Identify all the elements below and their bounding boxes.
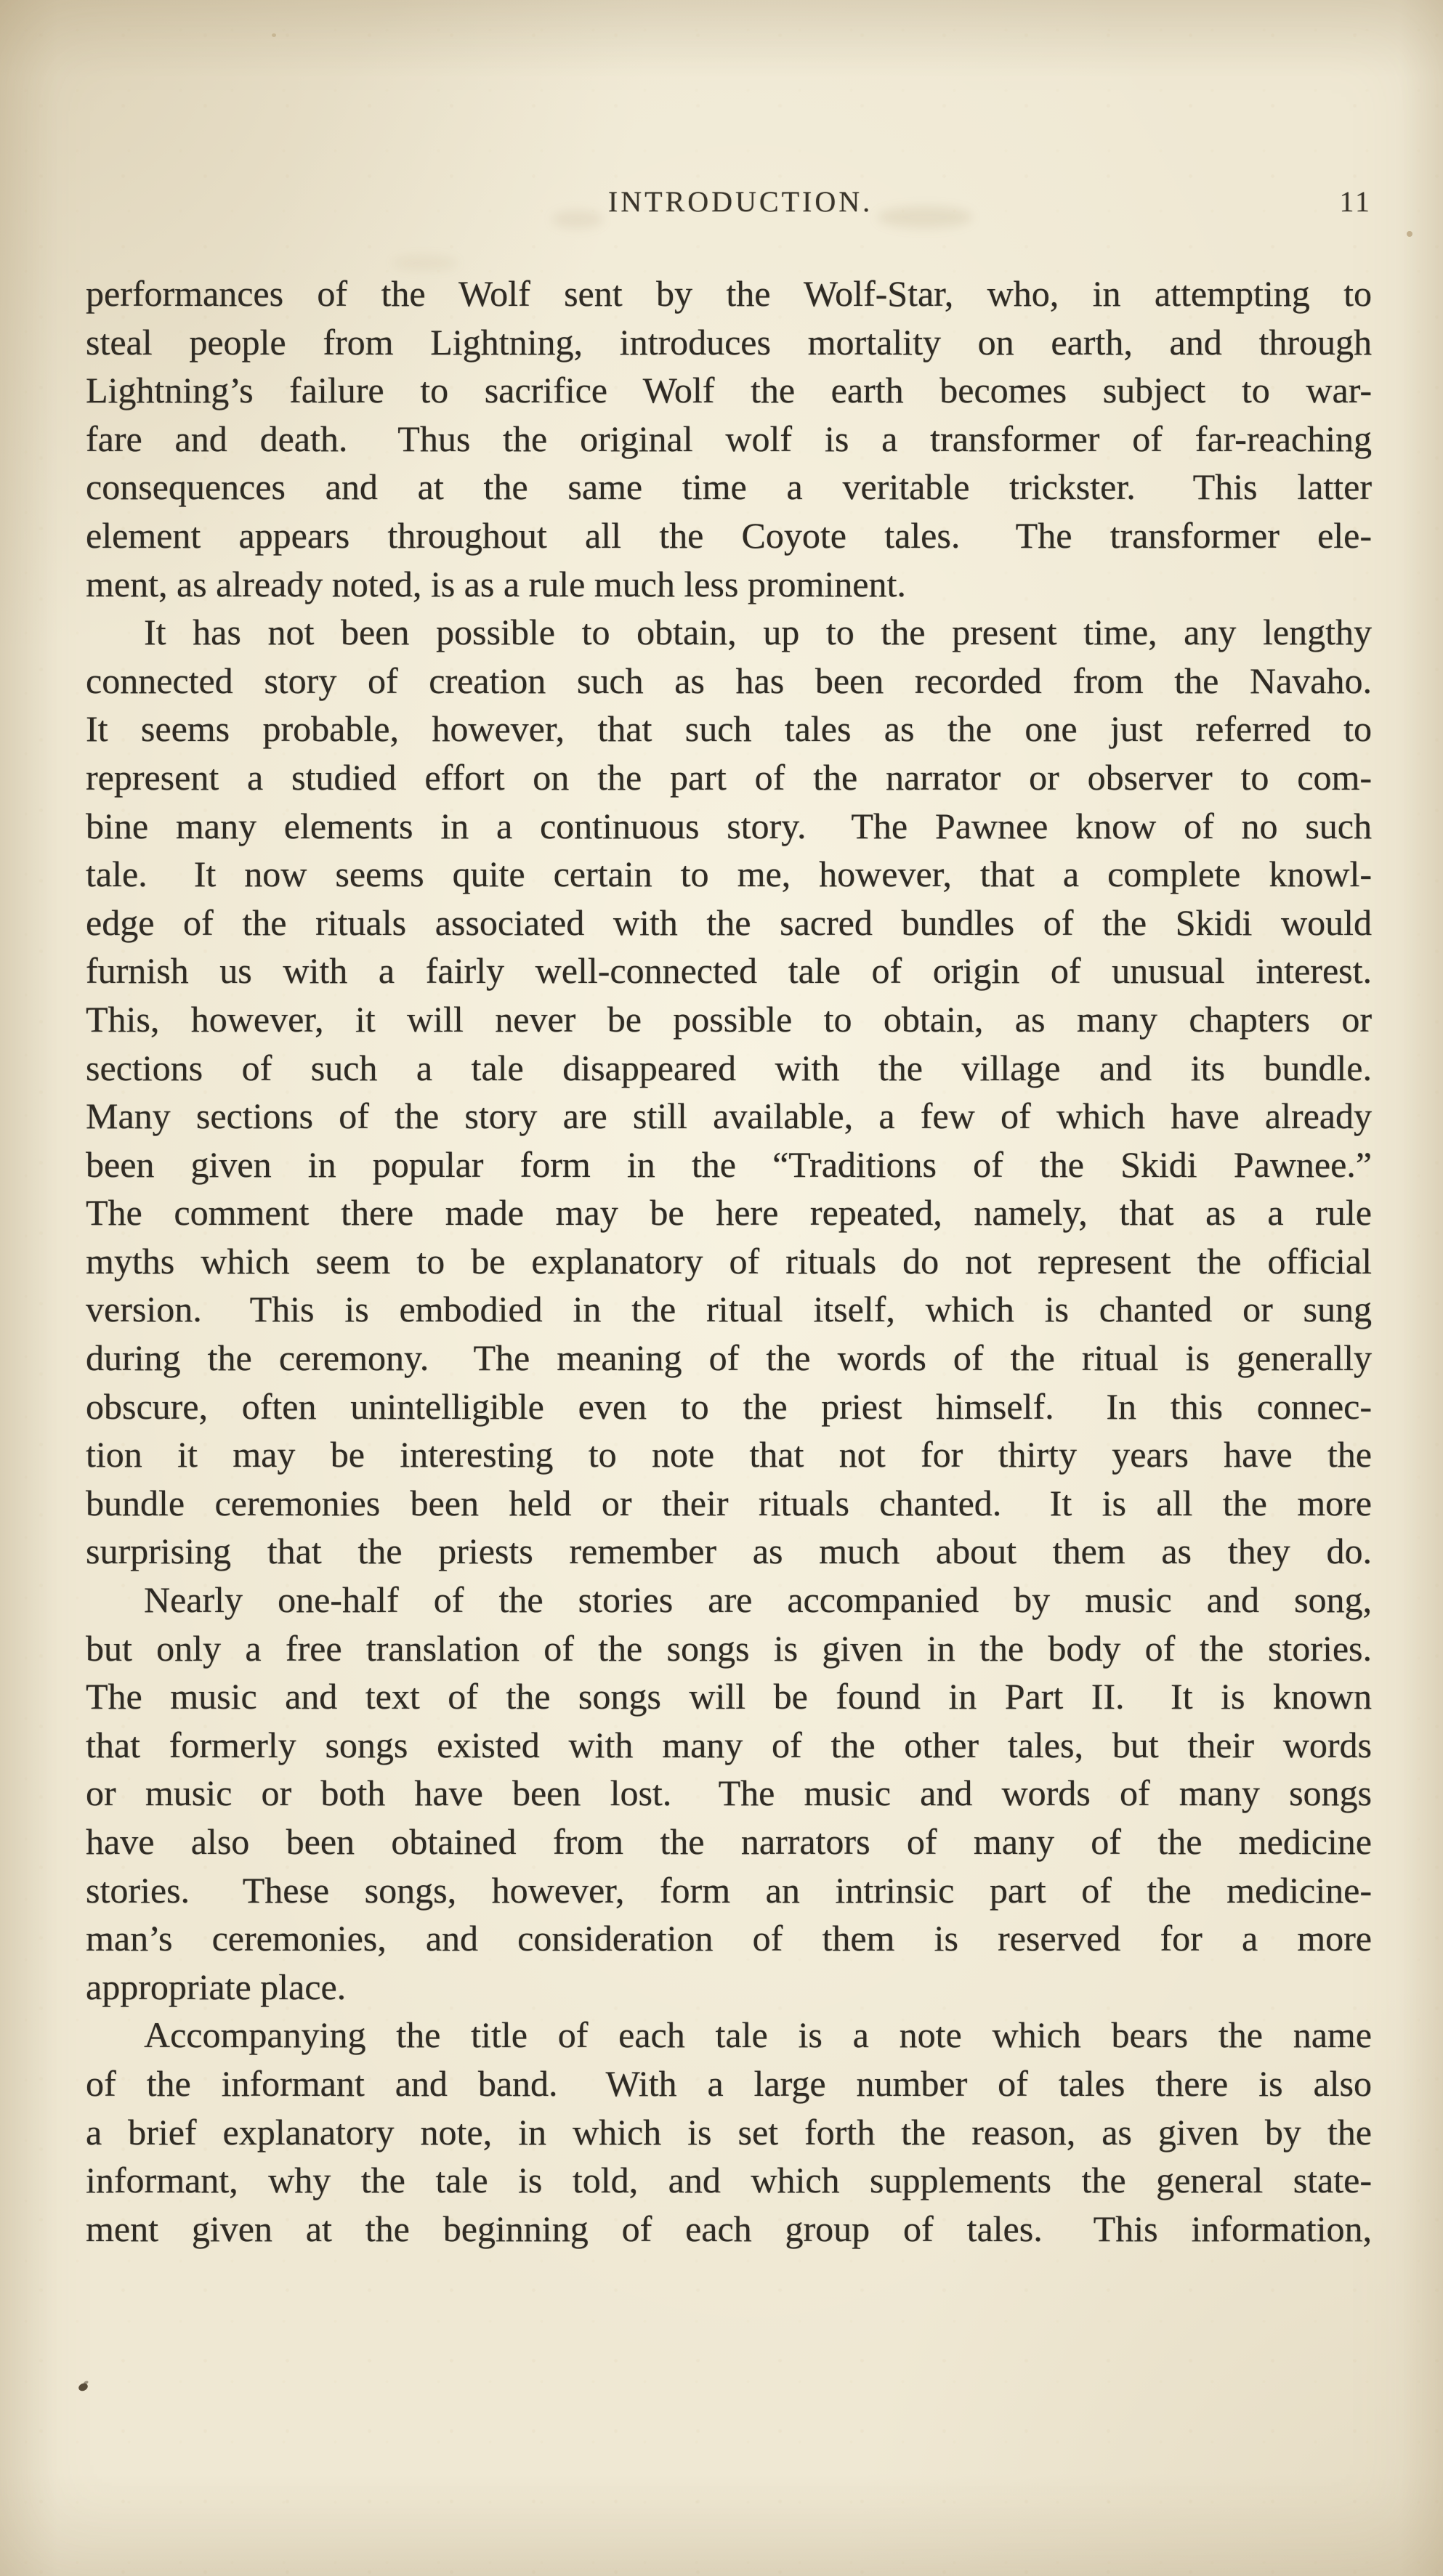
text-line: Accompanying the title of each tale is a note which bears the name bbox=[144, 2014, 1372, 2056]
text-line: Lightning’s failure to sacrifice Wolf the earth becomes subject to war- bbox=[86, 370, 1372, 411]
text-line: This, however, it will never be possible to obtain, as many chapters or bbox=[86, 998, 1372, 1040]
text-line: of the informant and band. With a large number of tales there is also bbox=[86, 2062, 1372, 2104]
text-line: It seems probable, however, that such tales as the one just referred to bbox=[86, 708, 1372, 750]
text-line: surprising that the priests remember as much about them as they do. bbox=[86, 1531, 1372, 1572]
page-header bbox=[86, 185, 1372, 222]
text-line: performances of the Wolf sent by the Wolf-Star, who, in attempting to bbox=[86, 273, 1372, 314]
text-line: edge of the rituals associated with the sacred bundles of the Skidi would bbox=[86, 902, 1372, 943]
paper-smudge bbox=[878, 206, 972, 228]
text-line: Many sections of the story are still available, a few of which have already bbox=[86, 1095, 1372, 1137]
text-line: version. This is embodied in the ritual itself, which is chanted or sung bbox=[86, 1289, 1372, 1330]
text-line: fare and death. Thus the original wolf is a transformer of far-reaching bbox=[86, 418, 1372, 459]
text-line: a brief explanatory note, in which is set forth the reason, as given by the bbox=[86, 2111, 1372, 2152]
text-line: myths which seem to be explanatory of rituals do not represent the official bbox=[86, 1240, 1372, 1281]
text-line: represent a studied effort on the part of the narrator or observer to com- bbox=[86, 756, 1372, 798]
text-line: It has not been possible to obtain, up to the present time, any lengthy bbox=[144, 612, 1372, 653]
text-line: been given in popular form in the “Traditions of the Skidi Pawnee.” bbox=[86, 1143, 1372, 1185]
text-line: consequences and at the same time a veritable trickster. This latter bbox=[86, 466, 1372, 508]
text-line: tale. It now seems quite certain to me, however, that a complete knowl- bbox=[86, 854, 1372, 895]
paper-smudge bbox=[552, 211, 603, 228]
text-line: appropriate place. bbox=[86, 1966, 347, 2007]
text-line: The comment there made may be here repeated, namely, that as a rule bbox=[86, 1192, 1372, 1234]
text-line: informant, why the tale is told, and which supplements the general state- bbox=[86, 2160, 1372, 2201]
text-line: tion it may be interesting to note that not for thirty years have the bbox=[86, 1434, 1372, 1475]
text-line: ment given at the beginning of each group of tales. This information, bbox=[86, 2208, 1372, 2249]
text-line: have also been obtained from the narrators of many of the medicine bbox=[86, 1821, 1372, 1862]
text-line: but only a free translation of the songs is given in the body of the stories. bbox=[86, 1627, 1372, 1669]
text-line: furnish us with a fairly well-connected tale of origin of unusual interest. bbox=[86, 950, 1372, 992]
paper-speck bbox=[272, 33, 276, 37]
text-line: The music and text of the songs will be found in Part II. It is known bbox=[86, 1676, 1372, 1717]
body-text bbox=[86, 270, 1372, 2253]
text-line: bundle ceremonies been held or their rituals chanted. It is all the more bbox=[86, 1482, 1372, 1523]
text-line: steal people from Lightning, introduces mortality on earth, and through bbox=[86, 321, 1372, 362]
paper-speck bbox=[77, 2382, 89, 2393]
text-line: ment, as already noted, is as a rule much less prominent. bbox=[86, 563, 906, 604]
text-line: man’s ceremonies, and consideration of them is reserved for a more bbox=[86, 1918, 1372, 1959]
text-line: element appears throughout all the Coyote tales. The transformer ele- bbox=[86, 514, 1372, 556]
text-line: sections of such a tale disappeared with the village and its bundle. bbox=[86, 1047, 1372, 1088]
text-line: obscure, often unintelligible even to the priest himself. In this connec- bbox=[86, 1385, 1372, 1427]
text-line: stories. These songs, however, form an intrinsic part of the medicine- bbox=[86, 1869, 1372, 1911]
paper-speck bbox=[1407, 231, 1412, 237]
text-line: Nearly one-half of the stories are accompanied by music and song, bbox=[144, 1579, 1372, 1621]
text-line: that formerly songs existed with many of the other tales, but their words bbox=[86, 1724, 1372, 1765]
text-line: during the ceremony. The meaning of the words of the ritual is generally bbox=[86, 1337, 1372, 1379]
paper-smudge bbox=[392, 256, 458, 270]
page-number: 11 bbox=[1339, 185, 1372, 218]
text-line: connected story of creation such as has been recorded from the Navaho. bbox=[86, 660, 1372, 701]
text-line: or music or both have been lost. The music and words of many songs bbox=[86, 1773, 1372, 1814]
text-line: bine many elements in a continuous story. The Pawnee know of no such bbox=[86, 805, 1372, 846]
running-title: INTRODUCTION. bbox=[607, 185, 873, 218]
